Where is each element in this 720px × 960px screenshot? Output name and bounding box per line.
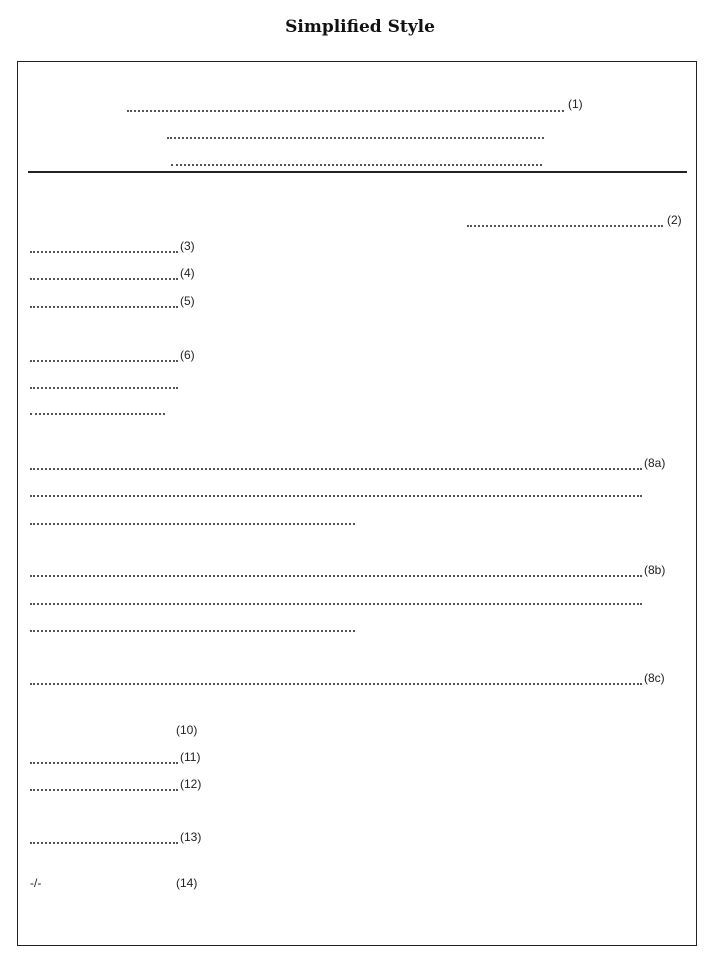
dotted-line — [30, 829, 178, 844]
dotted-line — [30, 776, 178, 791]
label-12: (12) — [180, 777, 202, 791]
dotted-line — [127, 97, 564, 112]
heading-line-3 — [171, 151, 542, 169]
dotted-line — [171, 151, 542, 166]
heading-line-1 — [127, 97, 564, 115]
page-title: Simplified Style — [285, 17, 435, 37]
label-11: (11) — [180, 750, 201, 764]
label-8c: (8c) — [644, 671, 665, 685]
heading-line-2 — [167, 124, 544, 142]
dotted-line — [30, 749, 178, 764]
address-line-2 — [30, 374, 178, 392]
signature-line — [30, 749, 178, 767]
dotted-line — [167, 124, 544, 139]
dotted-line — [30, 670, 642, 685]
heading-rule — [28, 171, 687, 173]
dotted-line — [30, 238, 178, 253]
dotted-line — [30, 347, 178, 362]
dotted-line — [30, 400, 165, 415]
label-3: (3) — [180, 239, 195, 253]
paragraph-8b-line-1 — [30, 562, 642, 580]
dotted-line — [467, 212, 663, 227]
address-line-1 — [30, 347, 178, 365]
dotted-line — [30, 374, 178, 389]
dotted-line — [30, 455, 642, 470]
name-line — [30, 776, 178, 794]
paragraph-8c-line-1 — [30, 670, 642, 688]
dotted-line — [30, 293, 178, 308]
label-10: (10) — [176, 723, 198, 737]
paragraph-8b-line-3 — [30, 617, 355, 635]
label-14: (14) — [176, 876, 198, 890]
label-8b: (8b) — [644, 563, 666, 577]
reference-line — [467, 212, 663, 230]
dotted-line — [30, 265, 178, 280]
address-line-3 — [30, 400, 165, 418]
paragraph-8a-line-2 — [30, 482, 642, 500]
paragraph-8a-line-1 — [30, 455, 642, 473]
line-3 — [30, 238, 178, 256]
line-4 — [30, 265, 178, 283]
dotted-line — [30, 510, 355, 525]
reference-mark: -/- — [30, 876, 42, 890]
label-8a: (8a) — [644, 456, 666, 470]
label-5: (5) — [180, 294, 195, 308]
line-5 — [30, 293, 178, 311]
dotted-line — [30, 617, 355, 632]
label-2: (2) — [667, 213, 682, 227]
label-4: (4) — [180, 266, 195, 280]
dotted-line — [30, 482, 642, 497]
label-6: (6) — [180, 348, 195, 362]
paragraph-8a-line-3 — [30, 510, 355, 528]
dotted-line — [30, 590, 642, 605]
enclosure-line — [30, 829, 178, 847]
paragraph-8b-line-2 — [30, 590, 642, 608]
label-13: (13) — [180, 830, 202, 844]
letter-frame — [17, 61, 697, 946]
dotted-line — [30, 562, 642, 577]
label-1: (1) — [568, 97, 583, 111]
